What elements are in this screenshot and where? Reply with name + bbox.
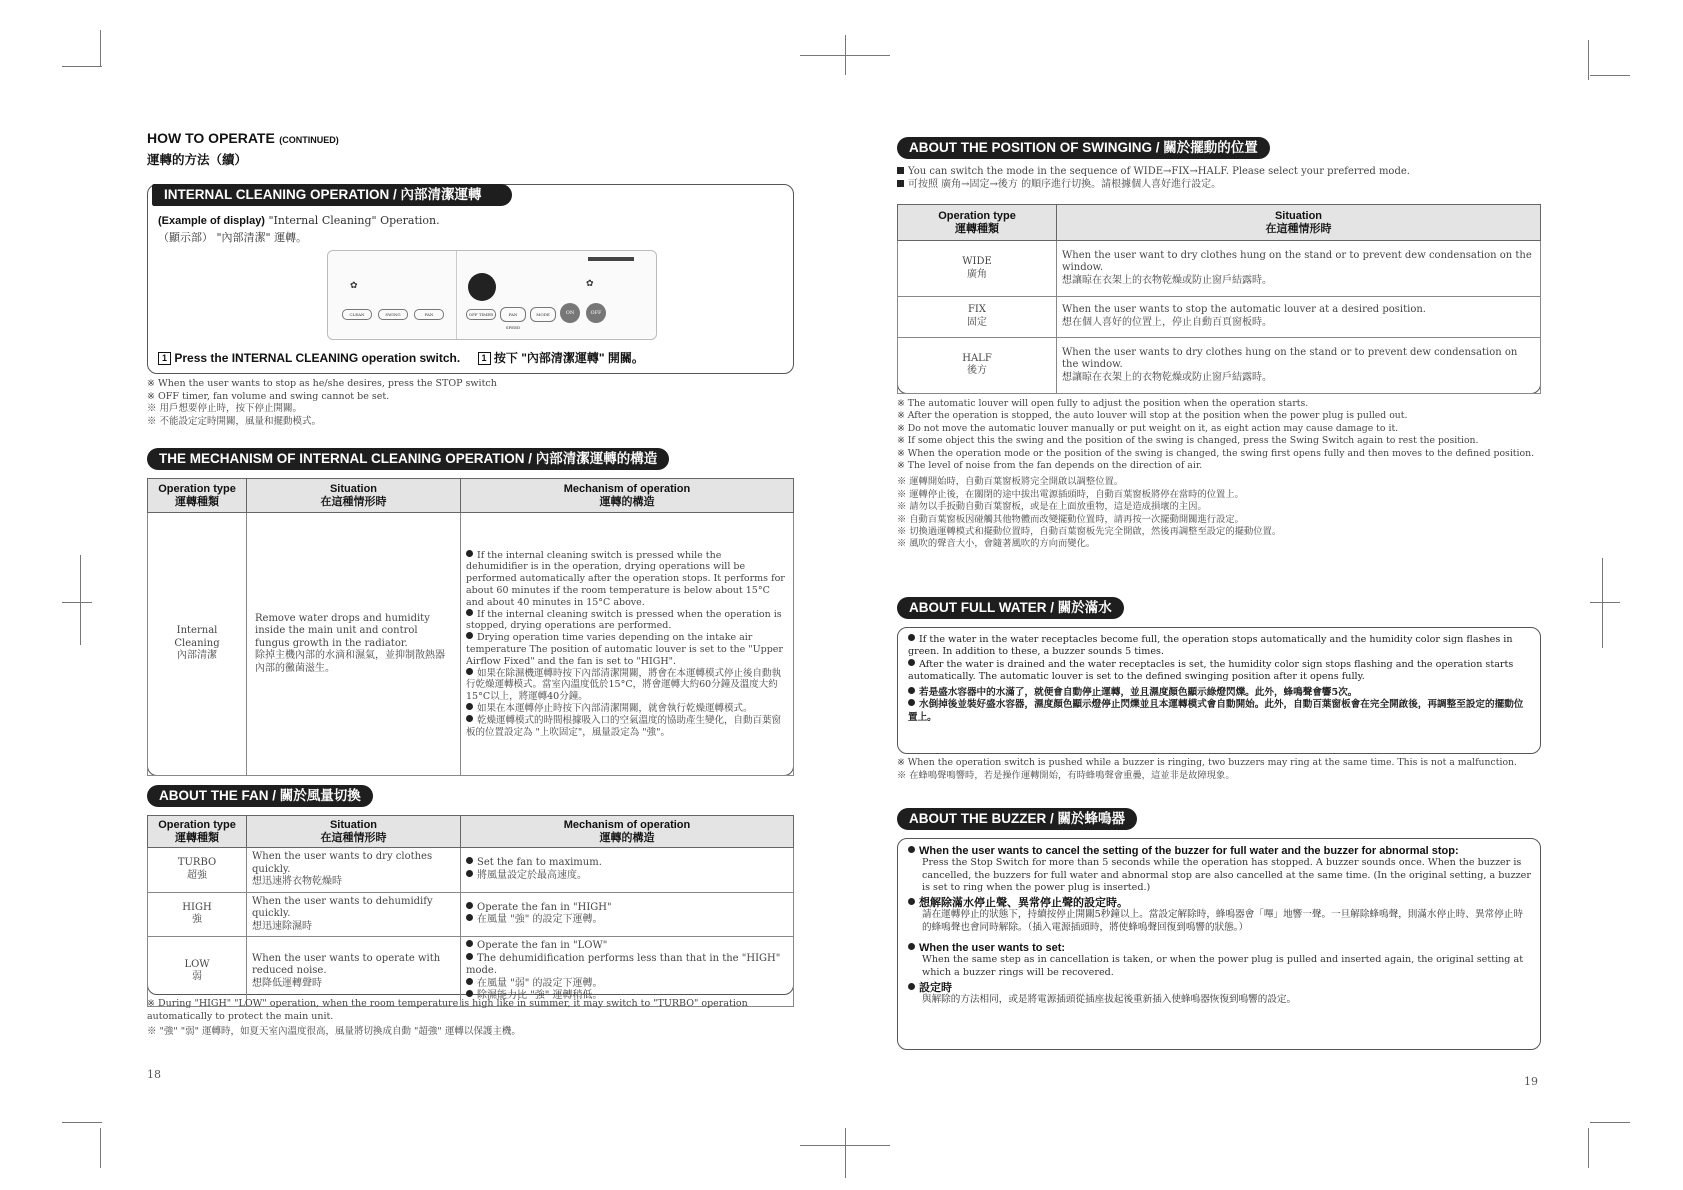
clean-button[interactable]: CLEAN [342,309,372,320]
list-item: Drying operation time varies depending on the intake air temperature The position of automatic louver is set to the "Upper Airflow Fixed" and the fan is set to "HIGH". [466,632,783,667]
crop-mark [1590,1122,1630,1123]
fan-notes: ※ During "HIGH" "LOW" operation, when the room temperature is high like in summer, it may switch to "TURBO" operation automatically to protect the main unit. ※ "強" "弱" 運轉時，如夏天室內溫度很高，風量將切換成自動 "超強" 運轉以保護主機。 [147,998,748,1037]
fan-table-frame [147,815,794,1001]
mechanism-table [147,478,794,776]
full-water-header: ABOUT FULL WATER / 關於滿水 [897,597,1124,619]
list-item: If the water in the water receptacles become full, the operation stops automatically and the humidity color sign flashes in green. In addition to these, a buzzer sounds 5 times. [908,634,1513,658]
table-row: TURBO 超強 When the user wants to dry clothes quickly. 想迅速將衣物乾燥時 Set the fan to maximum. 將風量設定於最高速度。 [148,848,794,893]
fan-button[interactable]: FAN [414,309,444,320]
fan-header: ABOUT THE FAN / 關於風量切換 [147,785,373,807]
crop-mark [100,1128,101,1168]
crop-mark [62,66,102,67]
fan-speed-button[interactable]: FAN SPEED [500,307,526,322]
internal-cleaning-header: INTERNAL CLEANING OPERATION / 內部清潔運轉 [152,184,512,206]
full-water-section [897,627,1541,754]
col-operation-type: Operation type 運轉種類 [148,816,247,848]
registration-mark [62,602,92,603]
internal-cleaning-notes: ※ When the user wants to stop as he/she desires, press the STOP switch ※ OFF timer, fan volume and swing cannot be set. ※ 用戶想要停止時，按下停止開關。 ※ 不能設定定時開關，風量和擺動模式。 [147,378,497,427]
table-row: HIGH 強 When the user wants to dehumidify quickly. 想迅速除濕時 Operate the fan in "HIGH" 在風量 "強" 的設定下運轉。 [148,892,794,937]
list-item: If the internal cleaning switch is pressed while the dehumidifier is in the operation, drying operations will be performed automatically after the operation stops. It performs for about 60 minutes if the room temperature is below about 15°C and about 40 minutes in 15°C above. [466,549,785,608]
buzzer-set-text: When the same step as in cancellation is taken, or when the power plug is pulled and inserted again, the original setting at which a buzzer rings will be recovered. [922,954,1524,978]
on-button[interactable]: ON [560,303,580,323]
row-situation: Remove water drops and humidity inside the main unit and control fungus growth in the radiator. 除掉主機內部的水滴和濕氣，並抑制散熱器內部的黴菌滋生。 [247,513,461,776]
buzzer-set-title-zh: 設定時 [908,982,1532,994]
list-item: After the water is drained and the water receptacles is set, the humidity color sign stops flashing and the operation starts automatically. The automatic louver is set to the defined swinging position after it opens fully. [908,658,1514,682]
registration-mark [80,555,81,645]
page-title: HOW TO OPERATE (CONTINUED) [147,130,339,146]
list-item: 如果在本運轉停止時按下內部清潔開關，就會執行乾燥運轉模式。 [466,703,785,715]
mode-button[interactable]: MODE [530,307,556,322]
table-row: LOW 弱 When the user wants to operate with reduced noise. 想降低運轉聲時 Operate the fan in "LOW" The dehumidification performs less than that in the "HIGH" mode. 在風量 "弱" 的設定下運轉。 除濕能力比 "強" 運轉稍低。 [148,937,794,1007]
buzzer-cancel-text: Press the Stop Switch for more than 5 seconds while the operation has stopped. A buzzer sounds once. When the buzzer is cancelled, the buzzers for full water and abnormal stop are also cancelled at the same time. (In the original setting, a buzzer is set to ring when the power plug is inserted.) [922,857,1531,893]
dial-icon [468,273,496,301]
swing-notes: ※ The automatic louver will open fully to adjust the position when the operation starts. ※ After the operation is stopped, the auto louver will stop at the position when the power plug is pulled out. ※ Do not move the automatic louver manually or put weight on it, as eight action may cause damage to it. ※ If some object this the swing and the position of the swing is changed, press the Swing Switch again to rest the position. ※ When the operation mode or the position of the swing is changed, the swing first opens fully and then moves to the defined position. ※ The level of noise from the fan depends on the direction of air. ※ 運轉開始時，自動百葉窗板將完全開啟以調整位置。 ※ 運轉停止後，在關閉的途中拔出電源插頭時，自動百葉窗板將停在當時的位置上。 ※ 請勿以手扳動自動百葉窗板，或是在上面放重物，這是造成損壞的主因。 ※ 自動百葉窗板因碰觸其他物體而改變擺動位置時，請再按一次擺動開關進行設定。 ※ 切換過運轉模式和擺動位置時，自動百葉窗板先完全開啟，然後再調整至設定的擺動位置。 ※ 風吹的聲音大小，會隨著風吹的方向而變化。 [897,398,1535,550]
col-situation: Situation 在這種情形時 [247,816,461,848]
control-panel-illustration [327,250,657,340]
list-item: If the internal cleaning switch is pressed when the operation is stopped, drying operations are performed. [466,608,782,632]
crop-mark [62,1122,102,1123]
row-mechanism [461,513,794,776]
list-item: 乾燥運轉模式的時間根據吸入口的空氣溫度的協助產生變化，自動百葉窗板的位置設定為 "上吹固定"，風量設定為 "強"。 [466,714,782,738]
buzzer-set-text-zh: 與解除的方法相同，或是將電源插頭從插座拔起後重新插入使蜂鳴器恢復到鳴響的設定。 [922,994,1297,1006]
list-item: 若是盛水容器中的水滿了，就便會自動停止運轉，並且濕度顏色顯示綠燈閃爍。此外，蜂鳴聲會響5次。 [908,687,1532,699]
page-number: 19 [1524,1075,1538,1088]
row-operation-type: Internal Cleaning 內部清潔 [148,513,247,776]
example-of-display: (Example of display) "Internal Cleaning" Operation. （顯示部） "內部清潔" 運轉。 [158,214,440,244]
fan-table [147,815,794,1007]
swing-button[interactable]: SWING [378,309,408,320]
col-situation: Situation 在這種情形時 [1057,205,1541,241]
swing-intro: You can switch the mode in the sequence of WIDE→FIX→HALF. Please select your preferred mode. 可按照 廣角→固定→後方 的順序進行切換。請根據個人喜好進行設定。 [897,166,1410,191]
col-operation-type: Operation type 運轉種類 [148,479,247,513]
crop-mark [1588,40,1589,80]
crop-mark [1590,75,1630,76]
off-timer-button[interactable]: OFF TIMER [466,309,496,320]
table-row: FIX 固定 When the user wants to stop the automatic louver at a desired position. 想在個人喜好的位置上，停止自動百頁窗板時。 [898,297,1541,337]
col-operation-type: Operation type 運轉種類 [898,205,1057,241]
mechanism-header: THE MECHANISM OF INTERNAL CLEANING OPERATION / 內部清潔運轉的構造 [147,448,669,470]
registration-mark [1590,602,1620,603]
registration-mark [845,35,846,75]
swing-table-frame [897,204,1541,394]
col-situation: Situation 在這種情形時 [247,479,461,513]
off-button[interactable]: OFF [586,303,606,323]
col-mechanism: Mechanism of operation 運轉的構造 [461,816,794,848]
leaf-icon: ✿ [350,281,358,291]
page-number: 18 [147,1068,161,1081]
buzzer-set-title: When the user wants to set: [908,942,1532,954]
col-mechanism: Mechanism of operation 運轉的構造 [461,479,794,513]
full-water-notes: ※ When the operation switch is pushed while a buzzer is ringing, two buzzers may ring at the same time. This is not a malfunction. ※ 在蜂鳴聲鳴響時，若是操作運轉開始，有時蜂鳴聲會重疊，這並非是故障現象。 [897,757,1517,781]
swing-header: ABOUT THE POSITION OF SWINGING / 關於擺動的位置 [897,137,1270,159]
table-row: HALF 後方 When the user wants to dry clothes hung on the stand or to prevent dew condensation on the window. 想讓晾在衣架上的衣物乾燥或防止窗戶結露時。 [898,337,1541,393]
crop-mark [100,30,101,66]
buzzer-header: ABOUT THE BUZZER / 關於蜂鳴器 [897,808,1137,830]
registration-mark [845,1128,846,1178]
crop-mark [1588,1128,1589,1168]
page-title-zh: 運轉的方法（續） [147,152,248,167]
mechanism-table-frame [147,478,794,776]
buzzer-cancel-text-zh: 請在運轉停止的狀態下，持續按停止開關5秒鐘以上。當設定解除時，蜂鳴器會「嗶」地響一聲。一旦解除蜂鳴聲，則滿水停止時、異常停止時的蜂鳴聲也會同時解除。（插入電源插頭時，將使蜂鳴聲回復到鳴響的狀態。） [922,909,1523,933]
buzzer-cancel-title-zh: 想解除滿水停止聲、異常停止聲的設定時。 [908,897,1532,909]
brand-logo [588,257,634,261]
internal-cleaning-step: 1 Press the INTERNAL CLEANING operation switch. 1 按下 "內部清潔運轉" 開關。 [158,349,644,366]
list-item: 如果在除濕機運轉時按下內部清潔開關，將會在本運轉模式停止後自動執行乾燥運轉模式。當室內溫度低於15°C，將會運轉大約60分鐘及溫度大約15°C以上，將運轉40分鐘。 [466,667,782,703]
list-item: 水倒掉後並裝好盛水容器，濕度顏色顯示燈停止閃爍並且本運轉模式會自動開始。此外，自動百葉窗板會在完全開啟後，再調整至設定的擺動位置上。 [908,699,1524,723]
swing-table [897,204,1541,394]
registration-mark [1602,558,1603,648]
buzzer-section [897,838,1541,1050]
buzzer-cancel-title: When the user wants to cancel the setting of the buzzer for full water and the buzzer for abnormal stop: [908,845,1532,857]
leaf-icon: ✿ [586,279,594,289]
table-row: WIDE 廣角 When the user want to dry clothes hung on the stand or to prevent dew condensation on the window. 想讓晾在衣架上的衣物乾燥或防止窗戶結露時。 [898,241,1541,297]
